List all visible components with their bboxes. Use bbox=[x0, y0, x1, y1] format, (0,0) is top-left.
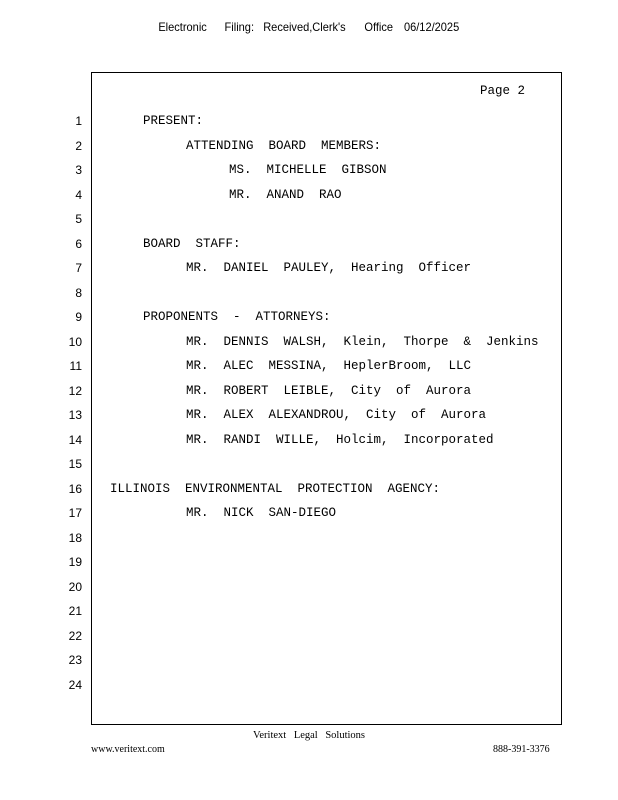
line-number: 10 bbox=[68, 334, 82, 349]
line-number: 17 bbox=[68, 506, 82, 520]
line-number: 12 bbox=[68, 383, 82, 398]
line-text: MS. MICHELLE GIBSON bbox=[229, 163, 387, 177]
line-text: BOARD STAFF: bbox=[143, 236, 241, 251]
line-number: 16 bbox=[68, 481, 82, 496]
line-number: 18 bbox=[68, 530, 82, 545]
line-number: 20 bbox=[68, 579, 82, 594]
line-number: 6 bbox=[75, 236, 82, 251]
filing-received: Received,Clerk's bbox=[263, 20, 346, 34]
line-number: 5 bbox=[75, 212, 82, 226]
line-number: 11 bbox=[69, 359, 82, 373]
line-text: MR. ALEC MESSINA, HeplerBroom, LLC bbox=[186, 359, 472, 373]
filing-office: Office bbox=[364, 20, 394, 34]
line-text: MR. RANDI WILLE, Holcim, Incorporated bbox=[186, 432, 494, 447]
line-text: MR. DENNIS WALSH, Klein, Thorpe & Jenkins bbox=[186, 334, 539, 349]
filing-date: 06/12/2025 bbox=[403, 20, 460, 34]
line-number: 4 bbox=[75, 187, 82, 202]
line-number: 2 bbox=[75, 138, 82, 153]
page-number: Page 2 bbox=[479, 84, 525, 98]
line-number: 15 bbox=[68, 457, 82, 471]
line-number: 1 bbox=[75, 114, 82, 128]
line-number: 9 bbox=[75, 310, 82, 324]
line-text: ILLINOIS ENVIRONMENTAL PROTECTION AGENCY: bbox=[110, 481, 441, 496]
line-number: 3 bbox=[75, 163, 82, 177]
line-number: 8 bbox=[75, 285, 82, 300]
line-text: MR. NICK SAN-DIEGO bbox=[186, 506, 337, 520]
line-text: MR. DANIEL PAULEY, Hearing Officer bbox=[186, 261, 472, 275]
line-number: 22 bbox=[68, 628, 82, 643]
footer-website: www.veritext.com bbox=[91, 744, 165, 755]
line-number: 23 bbox=[68, 653, 82, 667]
filing-label: Filing: bbox=[224, 20, 255, 34]
line-number: 7 bbox=[75, 261, 82, 275]
footer-phone: 888-391-3376 bbox=[493, 744, 550, 755]
line-number: 21 bbox=[68, 604, 82, 618]
line-number: 19 bbox=[68, 555, 82, 569]
filing-electronic: Electronic bbox=[158, 20, 207, 34]
line-text: MR. ROBERT LEIBLE, City of Aurora bbox=[186, 383, 472, 398]
line-number: 14 bbox=[68, 432, 82, 447]
line-number: 24 bbox=[68, 677, 82, 692]
line-text: MR. ALEX ALEXANDROU, City of Aurora bbox=[186, 408, 487, 422]
line-text: ATTENDING BOARD MEMBERS: bbox=[186, 138, 382, 153]
line-text: PRESENT: bbox=[143, 114, 204, 128]
line-text: MR. ANAND RAO bbox=[229, 187, 342, 202]
line-text: PROPONENTS - ATTORNEYS: bbox=[143, 310, 331, 324]
footer-company: Veritext Legal Solutions bbox=[252, 730, 366, 741]
line-number: 13 bbox=[68, 408, 82, 422]
